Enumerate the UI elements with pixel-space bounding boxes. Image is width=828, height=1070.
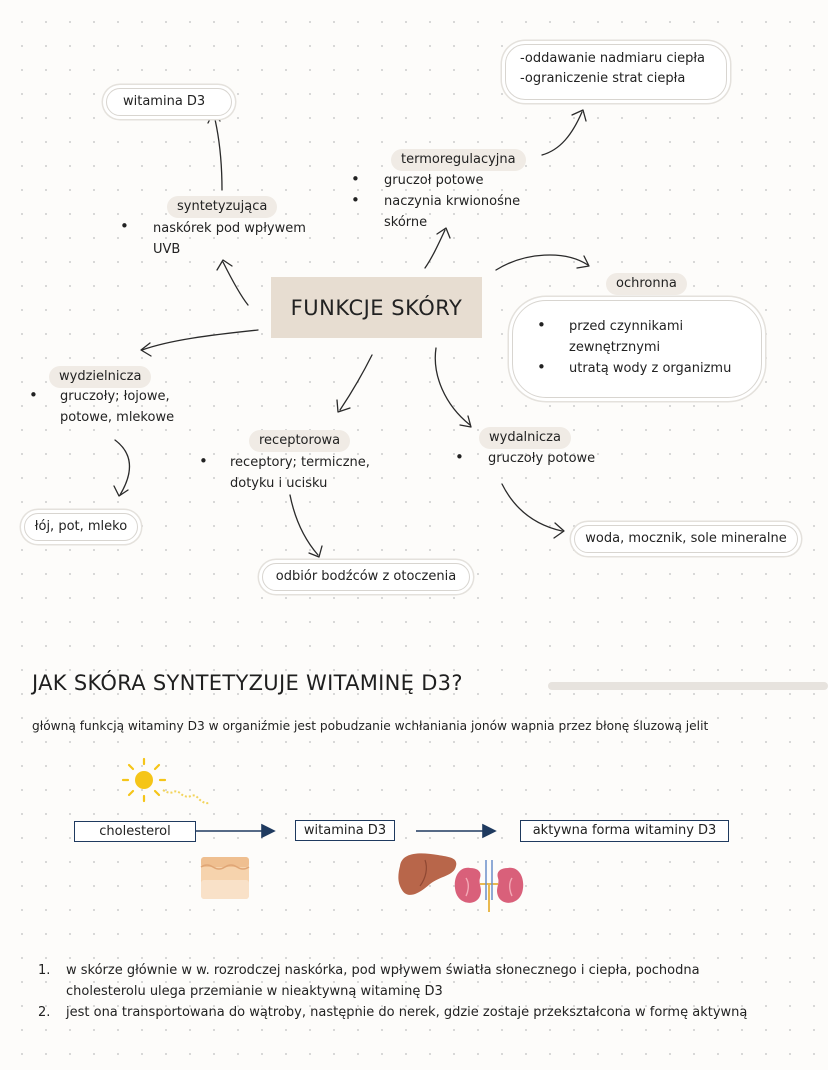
bullet-dot: •	[351, 170, 360, 188]
bullet-dot: •	[455, 448, 464, 466]
flow-box-cholesterol: cholesterol	[74, 821, 196, 842]
ochronna-bullet2: utratą wody z organizmu	[569, 361, 732, 376]
list-item-2-line1: jest ona transportowana do wątroby, następnie do nerek, gdzie zostaje przekształcona w formę aktywną	[66, 1005, 748, 1020]
list-number-1: 1.	[38, 963, 51, 978]
result-wydzielnicza-text: łój, pot, mleko	[34, 519, 128, 534]
termo-result-line2: -ograniczenie strat ciepła	[520, 71, 686, 86]
node-wydzielnicza: wydzielnicza	[49, 366, 151, 388]
wydzielnicza-bullet-line1: gruczoły; łojowe,	[60, 389, 170, 404]
flow-box-aktywna-forma: aktywna forma witaminy D3	[520, 820, 729, 842]
liver-icon	[398, 853, 456, 894]
skin-icon	[201, 857, 249, 899]
wydalnicza-bullet: gruczoły potowe	[488, 451, 596, 466]
ochronna-bullet1-line1: przed czynnikami	[569, 319, 684, 334]
termo-bullet2-line1: naczynia krwionośne	[384, 194, 521, 209]
bullet-dot: •	[120, 217, 129, 235]
sun-icon	[123, 759, 209, 803]
result-wydalnicza-text: woda, mocznik, sole mineralne	[585, 531, 787, 546]
node-wydalnicza: wydalnicza	[479, 427, 571, 449]
bullet-dot: •	[199, 452, 208, 470]
flow-box-witamina-d3: witamina D3	[295, 820, 395, 841]
termo-result-line1: -oddawanie nadmiaru ciepła	[520, 51, 706, 66]
result-receptorowa-text: odbiór bodźców z otoczenia	[275, 569, 457, 584]
list-item-1-line2: cholesterolu ulega przemianie w nieaktywną witaminę D3	[66, 984, 443, 999]
node-ochronna: ochronna	[606, 273, 687, 295]
bullet-dot: •	[537, 358, 546, 376]
wydzielnicza-bullet-line2: potowe, mlekowe	[60, 410, 175, 425]
syntetyzujaca-bullet-line1: naskórek pod wpływem	[153, 221, 306, 236]
kidneys-icon	[455, 860, 523, 912]
bullet-dot: •	[351, 191, 360, 209]
center-title: FUNKCJE SKÓRY	[271, 277, 482, 338]
bullet-dot: •	[29, 386, 38, 404]
section-heading: JAK SKÓRA SYNTETYZUJE WITAMINĘ D3?	[32, 671, 463, 695]
section-intro: główną funkcją witaminy D3 w organiźmie jest pobudzanie wchłaniania jonów wapnia przez błonę śluzową jelit	[32, 719, 709, 733]
termo-bullet2-line2: skórne	[384, 215, 428, 230]
termo-bullet1: gruczoł potowe	[384, 173, 484, 188]
syntetyzujaca-bullet-line2: UVB	[153, 242, 181, 257]
node-receptorowa: receptorowa	[249, 430, 350, 452]
bullet-dot: •	[537, 316, 546, 334]
node-termoregulacyjna: termoregulacyjna	[391, 149, 526, 171]
receptorowa-bullet-line1: receptory; termiczne,	[230, 455, 370, 470]
node-syntetyzujaca: syntetyzująca	[167, 196, 277, 218]
ochronna-bullet1-line2: zewnętrznymi	[569, 340, 661, 355]
list-number-2: 2.	[38, 1005, 51, 1020]
result-witamina-d3-text: witamina D3	[123, 94, 206, 109]
receptorowa-bullet-line2: dotyku i ucisku	[230, 476, 328, 491]
list-item-1-line1: w skórze głównie w w. rozrodczej naskórka, pod wpływem światła słonecznego i ciepła, pochodna	[66, 963, 700, 978]
